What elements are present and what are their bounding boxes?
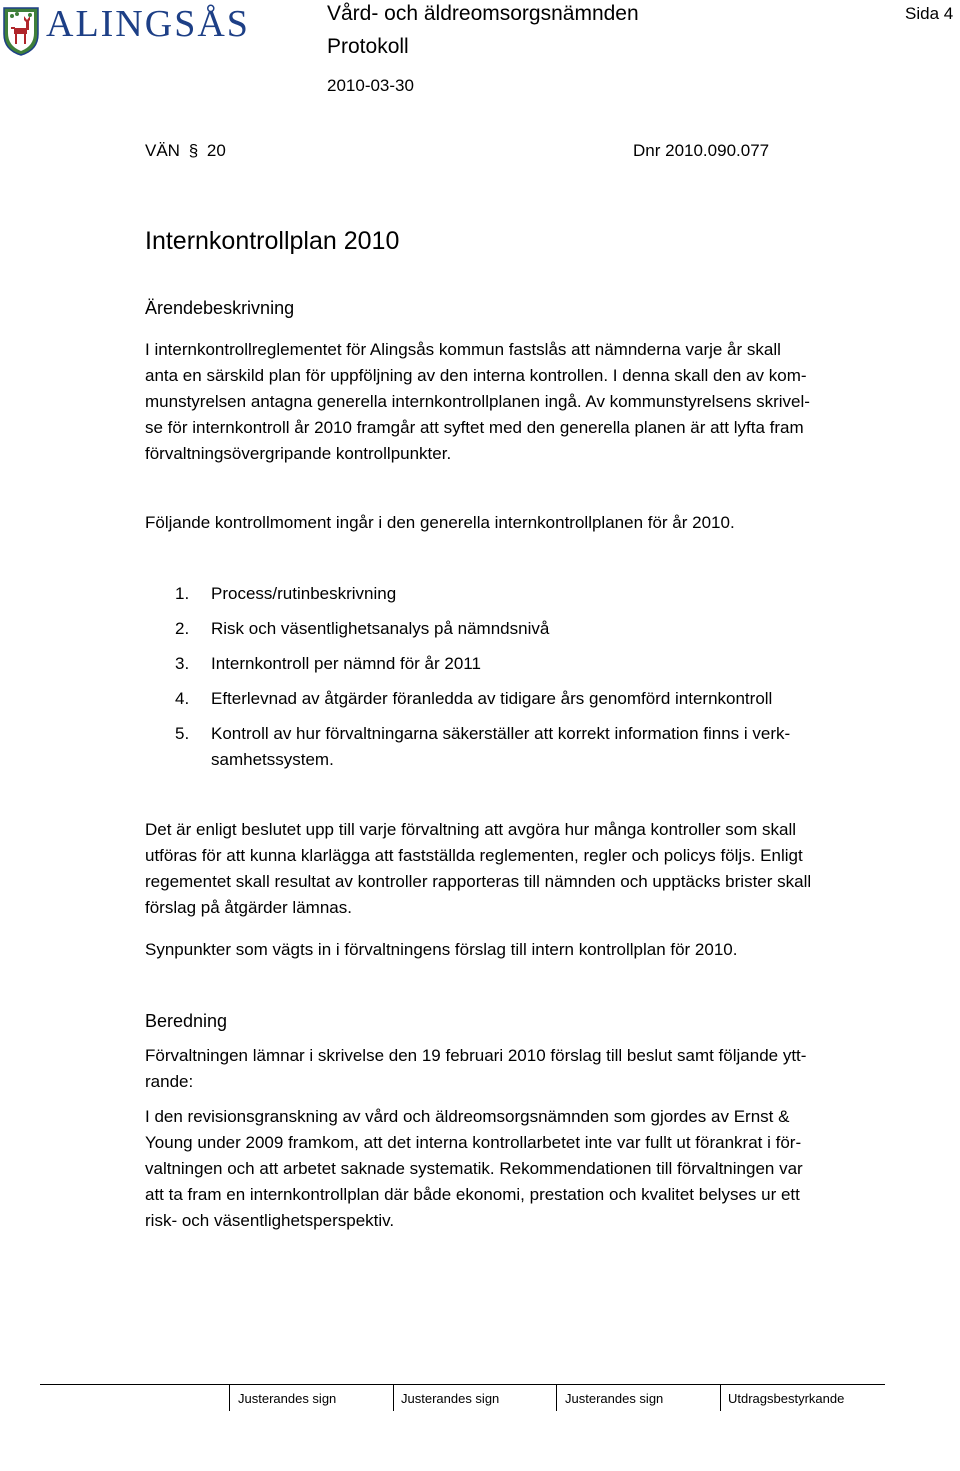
paragraph-line: munstyrelsen antagna generella internkontrollplanen ingå. Av kommunstyrelsens skrivel- <box>145 392 810 411</box>
footer-divider <box>393 1385 394 1411</box>
list-item-text: Efterlevnad av åtgärder föranledda av tidigare års genomförd internkontroll <box>211 689 773 708</box>
paragraph-line: anta en särskild plan för uppföljning av den interna kontrollen. I denna skall den av kom- <box>145 366 807 385</box>
section-heading-beredning: Beredning <box>145 1011 228 1031</box>
paragraph-line: Synpunkter som vägts in i förvaltningens förslag till intern kontrollplan för 2010. <box>145 940 738 959</box>
paragraph-line: utföras för att kunna klarlägga att fastställda reglementen, regler och policys följs. Enligt <box>145 846 803 865</box>
paragraph-viewpoints <box>145 937 885 963</box>
municipality-logo-text: ALINGSÅS <box>46 3 250 45</box>
certification-field: Utdragsbestyrkande <box>728 1391 845 1406</box>
list-item-number: 1. <box>175 584 190 603</box>
list-item-number: 2. <box>175 619 190 638</box>
section-reference <box>145 140 226 162</box>
list-item-text: Internkontroll per nämnd för år 2011 <box>211 654 481 673</box>
page-number: Sida 4 <box>905 4 954 23</box>
document-type: Protokoll <box>327 35 409 58</box>
paragraph-line: risk- och väsentlighetsperspektiv. <box>145 1211 395 1230</box>
paragraph-audit-findings <box>145 1104 885 1234</box>
paragraph-line: förvaltningsövergripande kontrollpunkter. <box>145 444 452 463</box>
signature-field-1: Justerandes sign <box>238 1391 337 1406</box>
paragraph-line: I den revisionsgranskning av vård och äldreomsorgsnämnden som gjordes av Ernst & <box>145 1107 790 1126</box>
signature-field-2: Justerandes sign <box>401 1391 500 1406</box>
paragraph-line: valtningen och att arbetet saknade systematik. Rekommendationen till förvaltningen var <box>145 1159 803 1178</box>
footer-rule <box>40 1384 885 1385</box>
paragraph-line: Young under 2009 framkom, att det interna kontrollarbetet inte var fullt ut förankrat i för- <box>145 1133 802 1152</box>
meeting-date: 2010-03-30 <box>327 76 414 95</box>
paragraph-line: Följande kontrollmoment ingår i den generella internkontrollplanen för år 2010. <box>145 513 735 532</box>
paragraph-line: se för internkontroll år 2010 framgår att syftet med den generella planen är att lyfta fram <box>145 418 804 437</box>
paragraph-line: förslag på åtgärder lämnas. <box>145 898 352 917</box>
paragraph-background <box>145 337 885 467</box>
list-item-text: Kontroll av hur förvaltningarna säkerställer att korrekt information finns i verk- <box>211 724 791 743</box>
footer-divider <box>720 1385 721 1411</box>
section-number: 20 <box>206 141 226 160</box>
paragraph-line: att ta fram en internkontrollplan där både ekonomi, prestation och kvalitet belyses ur ett <box>145 1185 800 1204</box>
paragraph-responsibility <box>145 817 885 921</box>
paragraph-line: regementet skall resultat av kontroller rapporteras till nämnden och upptäcks brister skall <box>145 872 812 891</box>
municipal-coat-of-arms-icon <box>2 6 40 56</box>
diary-number: Dnr 2010.090.077 <box>633 141 770 160</box>
list-item-number: 5. <box>175 724 190 743</box>
list-item-number: 4. <box>175 689 190 708</box>
section-heading-arendebeskrivning: Ärendebeskrivning <box>145 298 295 318</box>
section-symbol: § <box>188 141 199 160</box>
paragraph-line: rande: <box>145 1072 194 1091</box>
paragraph-line: I internkontrollreglementet för Alingsås kommun fastslås att nämnderna varje år skall <box>145 340 781 359</box>
list-item-text: Process/rutinbeskrivning <box>211 584 397 603</box>
footer-divider <box>556 1385 557 1411</box>
paragraph-control-points-intro <box>145 510 885 536</box>
paragraph-line: Förvaltningen lämnar i skrivelse den 19 februari 2010 förslag till beslut samt följande ytt- <box>145 1046 807 1065</box>
section-id-prefix: VÄN <box>145 141 180 160</box>
list-item-text: Risk och väsentlighetsanalys på nämndsnivå <box>211 619 550 638</box>
footer-divider <box>229 1385 230 1411</box>
organization-name: Vård- och äldreomsorgsnämnden <box>327 2 639 25</box>
page-title: Internkontrollplan 2010 <box>145 227 400 255</box>
paragraph-line: Det är enligt beslutet upp till varje förvaltning att avgöra hur många kontroller som skall <box>145 820 797 839</box>
signature-field-3: Justerandes sign <box>565 1391 664 1406</box>
paragraph-administration-statement <box>145 1043 885 1095</box>
list-item-number: 3. <box>175 654 190 673</box>
list-item-text-continued: samhetssystem. <box>211 750 334 769</box>
